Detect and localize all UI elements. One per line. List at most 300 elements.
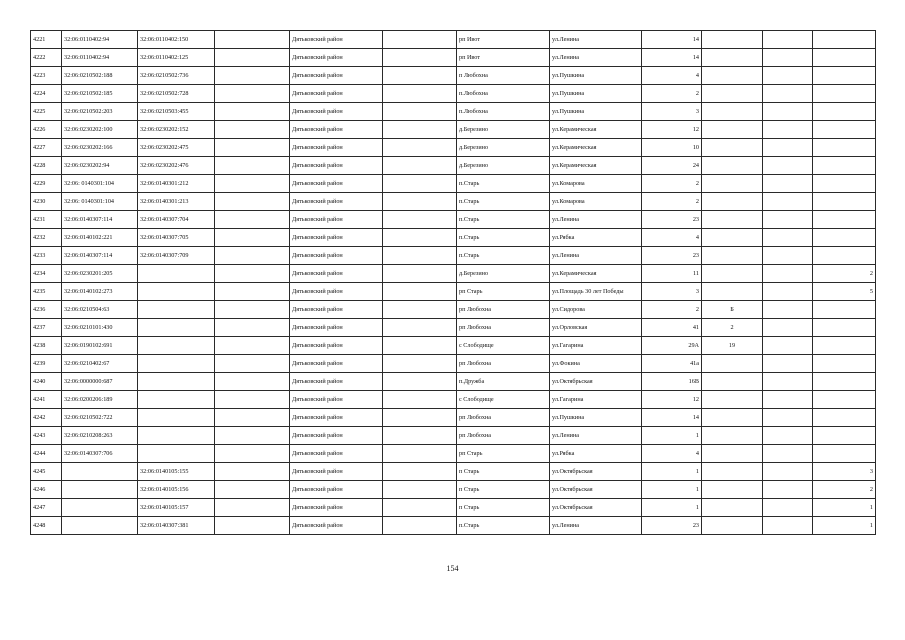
cell-record-number: 4244 <box>31 445 62 463</box>
cell-record-number: 4247 <box>31 499 62 517</box>
cell-empty-col <box>215 409 290 427</box>
table-row <box>31 283 876 301</box>
cell-street: ул.Рябка <box>550 229 642 247</box>
cell-house-number: 23 <box>642 211 702 229</box>
cell-record-number: 4233 <box>31 247 62 265</box>
cell-district: Дятьковский район <box>290 67 383 85</box>
cell-empty-col <box>215 157 290 175</box>
cell-empty-col <box>215 337 290 355</box>
cell-house-number: 4 <box>642 445 702 463</box>
table-row <box>31 355 876 373</box>
cell-cadastral-parcel <box>62 481 138 499</box>
table-row <box>31 67 876 85</box>
cell-cadastral-parcel <box>62 463 138 481</box>
cell-cadastral-object: 32:06:0140307:381 <box>138 517 215 535</box>
cell-settlement: п.Любохна <box>457 85 550 103</box>
cell-settlement: п Старь <box>457 463 550 481</box>
cell-cadastral-parcel: 32:06:0210502:722 <box>62 409 138 427</box>
cell-cadastral-object: 32:06:0210503:455 <box>138 103 215 121</box>
cell-empty-col-2 <box>383 319 457 337</box>
cell-empty-col <box>215 103 290 121</box>
cell-empty-col-2 <box>383 67 457 85</box>
cell-house-number: 2 <box>642 301 702 319</box>
cell-empty-col <box>215 427 290 445</box>
cell-structure <box>763 175 813 193</box>
cell-district: Дятьковский район <box>290 517 383 535</box>
cell-cadastral-parcel: 32:06:0210208:263 <box>62 427 138 445</box>
cell-street: ул.Гагарина <box>550 337 642 355</box>
cell-empty-col <box>215 265 290 283</box>
cell-apartment <box>813 355 876 373</box>
cell-record-number: 4246 <box>31 481 62 499</box>
table-row <box>31 481 876 499</box>
cell-empty-col <box>215 247 290 265</box>
cell-settlement: п.Старь <box>457 175 550 193</box>
cell-empty-col-2 <box>383 481 457 499</box>
cell-cadastral-parcel: 32:06:0000000:687 <box>62 373 138 391</box>
cell-record-number: 4234 <box>31 265 62 283</box>
cell-empty-col-2 <box>383 445 457 463</box>
cell-empty-col-2 <box>383 265 457 283</box>
register-table <box>30 30 876 535</box>
cell-empty-col-2 <box>383 103 457 121</box>
cell-cadastral-object: 32:06:0110402:150 <box>138 31 215 49</box>
cell-street: ул.Гагарина <box>550 391 642 409</box>
cell-cadastral-parcel: 32:06:0140307:114 <box>62 211 138 229</box>
cell-record-number: 4223 <box>31 67 62 85</box>
cell-cadastral-object: 32:06:0140105:157 <box>138 499 215 517</box>
cell-empty-col <box>215 31 290 49</box>
cell-record-number: 4225 <box>31 103 62 121</box>
cell-district: Дятьковский район <box>290 481 383 499</box>
cell-empty-col <box>215 301 290 319</box>
table-row <box>31 409 876 427</box>
cell-structure <box>763 31 813 49</box>
cell-cadastral-parcel: 32:06:0210101:430 <box>62 319 138 337</box>
cell-apartment <box>813 121 876 139</box>
cell-settlement: д.Березино <box>457 121 550 139</box>
cell-street: ул.Керамическая <box>550 157 642 175</box>
cell-cadastral-object <box>138 265 215 283</box>
cell-structure <box>763 463 813 481</box>
cell-building <box>702 427 763 445</box>
cell-building <box>702 445 763 463</box>
cell-building <box>702 229 763 247</box>
cell-empty-col-2 <box>383 139 457 157</box>
cell-cadastral-object: 32:06:0210502:736 <box>138 67 215 85</box>
table-row <box>31 265 876 283</box>
cell-house-number: 12 <box>642 391 702 409</box>
cell-record-number: 4235 <box>31 283 62 301</box>
table-row <box>31 463 876 481</box>
cell-street: ул.Ленина <box>550 427 642 445</box>
cell-structure <box>763 121 813 139</box>
cell-district: Дятьковский район <box>290 175 383 193</box>
cell-street: ул.Керамическая <box>550 265 642 283</box>
cell-empty-col <box>215 139 290 157</box>
cell-empty-col-2 <box>383 229 457 247</box>
cell-structure <box>763 49 813 67</box>
cell-structure <box>763 139 813 157</box>
cell-settlement: рп Старь <box>457 283 550 301</box>
cell-empty-col-2 <box>383 517 457 535</box>
cell-settlement: п Старь <box>457 499 550 517</box>
cell-street: ул.Фокина <box>550 355 642 373</box>
table-row <box>31 85 876 103</box>
cell-empty-col-2 <box>383 301 457 319</box>
cell-house-number: 1 <box>642 481 702 499</box>
cell-cadastral-parcel: 32:06:0230201:205 <box>62 265 138 283</box>
cell-building <box>702 31 763 49</box>
cell-settlement: п.Старь <box>457 247 550 265</box>
cell-empty-col-2 <box>383 31 457 49</box>
cell-house-number: 1 <box>642 463 702 481</box>
cell-record-number: 4224 <box>31 85 62 103</box>
cell-cadastral-parcel: 32:06:0190102:691 <box>62 337 138 355</box>
cell-cadastral-object: 32:06:0140301:213 <box>138 193 215 211</box>
cell-district: Дятьковский район <box>290 337 383 355</box>
cell-building <box>702 247 763 265</box>
cell-settlement: рп Любохна <box>457 301 550 319</box>
cell-building <box>702 409 763 427</box>
cell-house-number: 14 <box>642 409 702 427</box>
cell-empty-col <box>215 85 290 103</box>
cell-apartment <box>813 211 876 229</box>
cell-building <box>702 67 763 85</box>
cell-house-number: 11 <box>642 265 702 283</box>
table-row <box>31 103 876 121</box>
cell-cadastral-object <box>138 301 215 319</box>
cell-cadastral-parcel: 32:06:0140307:114 <box>62 247 138 265</box>
cell-house-number: 24 <box>642 157 702 175</box>
cell-settlement: д.Березино <box>457 157 550 175</box>
cell-record-number: 4230 <box>31 193 62 211</box>
cell-cadastral-parcel: 32:06:0210502:188 <box>62 67 138 85</box>
cell-empty-col-2 <box>383 193 457 211</box>
cell-record-number: 4232 <box>31 229 62 247</box>
cell-district: Дятьковский район <box>290 301 383 319</box>
cell-apartment <box>813 229 876 247</box>
cell-building <box>702 139 763 157</box>
cell-street: ул.Пушкина <box>550 103 642 121</box>
table-row <box>31 193 876 211</box>
cell-empty-col <box>215 499 290 517</box>
cell-cadastral-parcel: 32:06:0230202:166 <box>62 139 138 157</box>
cell-district: Дятьковский район <box>290 193 383 211</box>
cell-apartment <box>813 67 876 85</box>
cell-street: ул.Ленина <box>550 247 642 265</box>
cell-record-number: 4240 <box>31 373 62 391</box>
cell-district: Дятьковский район <box>290 157 383 175</box>
cell-house-number: 1 <box>642 499 702 517</box>
cell-apartment <box>813 427 876 445</box>
cell-building <box>702 85 763 103</box>
cell-empty-col-2 <box>383 211 457 229</box>
cell-building <box>702 265 763 283</box>
cell-cadastral-object <box>138 283 215 301</box>
cell-cadastral-object: 32:06:0110402:125 <box>138 49 215 67</box>
cell-cadastral-parcel: 32:06:0210502:185 <box>62 85 138 103</box>
cell-building <box>702 481 763 499</box>
cell-apartment <box>813 301 876 319</box>
cell-settlement: п Старь <box>457 481 550 499</box>
cell-structure <box>763 283 813 301</box>
cell-structure <box>763 157 813 175</box>
cell-district: Дятьковский район <box>290 283 383 301</box>
cell-cadastral-object: 32:06:0140307:709 <box>138 247 215 265</box>
cell-district: Дятьковский район <box>290 229 383 247</box>
cell-street: ул.Ленина <box>550 211 642 229</box>
cell-settlement: д.Березино <box>457 265 550 283</box>
cell-house-number: 2 <box>642 175 702 193</box>
cell-building <box>702 517 763 535</box>
cell-house-number: 2 <box>642 85 702 103</box>
cell-apartment <box>813 193 876 211</box>
cell-structure <box>763 373 813 391</box>
cell-apartment <box>813 319 876 337</box>
cell-building <box>702 211 763 229</box>
cell-cadastral-parcel <box>62 517 138 535</box>
cell-district: Дятьковский район <box>290 373 383 391</box>
cell-settlement: рп Любохна <box>457 355 550 373</box>
cell-house-number: 14 <box>642 31 702 49</box>
cell-district: Дятьковский район <box>290 463 383 481</box>
table-row <box>31 139 876 157</box>
cell-settlement: с Слободище <box>457 391 550 409</box>
cell-cadastral-object: 32:06:0140105:155 <box>138 463 215 481</box>
cell-structure <box>763 517 813 535</box>
cell-district: Дятьковский район <box>290 391 383 409</box>
cell-record-number: 4231 <box>31 211 62 229</box>
cell-district: Дятьковский район <box>290 499 383 517</box>
table-row <box>31 247 876 265</box>
cell-apartment: 1 <box>813 499 876 517</box>
cell-cadastral-parcel: 32:06:0110402:94 <box>62 31 138 49</box>
cell-settlement: п.Старь <box>457 517 550 535</box>
cell-building <box>702 463 763 481</box>
cell-house-number: 10 <box>642 139 702 157</box>
cell-house-number: 4 <box>642 67 702 85</box>
table-row <box>31 319 876 337</box>
cell-apartment <box>813 49 876 67</box>
cell-cadastral-object <box>138 391 215 409</box>
cell-record-number: 4222 <box>31 49 62 67</box>
cell-structure <box>763 427 813 445</box>
cell-empty-col-2 <box>383 49 457 67</box>
cell-building <box>702 49 763 67</box>
cell-empty-col <box>215 481 290 499</box>
cell-street: ул.Керамическая <box>550 121 642 139</box>
cell-house-number: 29А <box>642 337 702 355</box>
cell-structure <box>763 337 813 355</box>
cell-street: ул.Рябка <box>550 445 642 463</box>
cell-record-number: 4221 <box>31 31 62 49</box>
cell-street: ул.Октябрьская <box>550 463 642 481</box>
cell-apartment: 2 <box>813 265 876 283</box>
cell-district: Дятьковский район <box>290 445 383 463</box>
cell-settlement: п.Старь <box>457 229 550 247</box>
cell-record-number: 4237 <box>31 319 62 337</box>
cell-empty-col <box>215 229 290 247</box>
cell-cadastral-object: 32:06:0230202:475 <box>138 139 215 157</box>
cell-settlement: с Слободище <box>457 337 550 355</box>
cell-record-number: 4226 <box>31 121 62 139</box>
cell-cadastral-object <box>138 337 215 355</box>
cell-empty-col <box>215 391 290 409</box>
cell-empty-col-2 <box>383 175 457 193</box>
cell-empty-col-2 <box>383 463 457 481</box>
cell-building <box>702 373 763 391</box>
cell-cadastral-object <box>138 319 215 337</box>
cell-house-number: 41а <box>642 355 702 373</box>
cell-empty-col-2 <box>383 337 457 355</box>
cell-empty-col <box>215 283 290 301</box>
cell-apartment: 3 <box>813 463 876 481</box>
cell-apartment: 2 <box>813 481 876 499</box>
cell-district: Дятьковский район <box>290 247 383 265</box>
cell-cadastral-object <box>138 427 215 445</box>
cell-record-number: 4239 <box>31 355 62 373</box>
cell-empty-col-2 <box>383 409 457 427</box>
table-row <box>31 229 876 247</box>
cell-empty-col-2 <box>383 157 457 175</box>
cell-building <box>702 175 763 193</box>
cell-district: Дятьковский район <box>290 139 383 157</box>
cell-record-number: 4243 <box>31 427 62 445</box>
cell-house-number: 14 <box>642 49 702 67</box>
cell-house-number: 4 <box>642 229 702 247</box>
cell-street: ул.Октябрьская <box>550 481 642 499</box>
cell-structure <box>763 85 813 103</box>
cell-house-number: 23 <box>642 247 702 265</box>
cell-cadastral-parcel: 32:06:0210504:63 <box>62 301 138 319</box>
cell-empty-col-2 <box>383 391 457 409</box>
cell-settlement: рп Старь <box>457 445 550 463</box>
cell-structure <box>763 211 813 229</box>
cell-cadastral-parcel: 32:06: 0140301:104 <box>62 193 138 211</box>
cell-settlement: п.Дружба <box>457 373 550 391</box>
cell-record-number: 4242 <box>31 409 62 427</box>
cell-structure <box>763 409 813 427</box>
table-row <box>31 31 876 49</box>
cell-empty-col <box>215 193 290 211</box>
cell-settlement: п.Старь <box>457 211 550 229</box>
cell-structure <box>763 67 813 85</box>
cell-empty-col-2 <box>383 121 457 139</box>
cell-cadastral-object <box>138 373 215 391</box>
cell-cadastral-object: 32:06:0140307:705 <box>138 229 215 247</box>
cell-record-number: 4248 <box>31 517 62 535</box>
cell-cadastral-object: 32:06:0140105:156 <box>138 481 215 499</box>
cell-record-number: 4241 <box>31 391 62 409</box>
cell-building <box>702 121 763 139</box>
cell-district: Дятьковский район <box>290 31 383 49</box>
cell-building <box>702 103 763 121</box>
cell-house-number: 41 <box>642 319 702 337</box>
table-row <box>31 211 876 229</box>
cell-empty-col <box>215 355 290 373</box>
cell-cadastral-object: 32:06:0230202:152 <box>138 121 215 139</box>
cell-apartment <box>813 31 876 49</box>
cell-street: ул.Пушкина <box>550 409 642 427</box>
table-row <box>31 391 876 409</box>
cell-empty-col <box>215 319 290 337</box>
cell-district: Дятьковский район <box>290 49 383 67</box>
cell-cadastral-object: 32:06:0140301:212 <box>138 175 215 193</box>
table-row <box>31 157 876 175</box>
cell-empty-col <box>215 121 290 139</box>
cell-empty-col-2 <box>383 355 457 373</box>
cell-settlement: рп Любохна <box>457 409 550 427</box>
cell-cadastral-object: 32:06:0140307:704 <box>138 211 215 229</box>
cell-cadastral-parcel: 32:06:0230202:94 <box>62 157 138 175</box>
cell-cadastral-parcel: 32:06:0230202:100 <box>62 121 138 139</box>
cell-house-number: 3 <box>642 103 702 121</box>
cell-cadastral-parcel: 32:06:0140102:221 <box>62 229 138 247</box>
cell-empty-col-2 <box>383 85 457 103</box>
cell-structure <box>763 445 813 463</box>
cell-district: Дятьковский район <box>290 427 383 445</box>
cell-settlement: рп Ивот <box>457 49 550 67</box>
cell-house-number: 16В <box>642 373 702 391</box>
table-row <box>31 121 876 139</box>
cell-building: Б <box>702 301 763 319</box>
cell-district: Дятьковский район <box>290 409 383 427</box>
cell-district: Дятьковский район <box>290 319 383 337</box>
cell-settlement: рп Любохна <box>457 319 550 337</box>
cell-apartment <box>813 247 876 265</box>
table-row <box>31 499 876 517</box>
cell-house-number: 23 <box>642 517 702 535</box>
cell-street: ул.Пушкина <box>550 67 642 85</box>
cell-record-number: 4238 <box>31 337 62 355</box>
cell-building <box>702 499 763 517</box>
table-row <box>31 517 876 535</box>
cell-empty-col <box>215 211 290 229</box>
cell-settlement: п.Старь <box>457 193 550 211</box>
cell-house-number: 3 <box>642 283 702 301</box>
cell-record-number: 4228 <box>31 157 62 175</box>
cell-apartment <box>813 391 876 409</box>
cell-district: Дятьковский район <box>290 121 383 139</box>
cell-apartment: 1 <box>813 517 876 535</box>
cell-building: 2 <box>702 319 763 337</box>
cell-street: ул.Октябрьская <box>550 499 642 517</box>
cell-cadastral-object <box>138 445 215 463</box>
cell-street: ул.Пушкина <box>550 85 642 103</box>
cell-structure <box>763 319 813 337</box>
cell-settlement: п.Любохна <box>457 103 550 121</box>
cell-cadastral-parcel: 32:06:0140307:706 <box>62 445 138 463</box>
cell-empty-col <box>215 463 290 481</box>
cell-apartment <box>813 157 876 175</box>
cell-district: Дятьковский район <box>290 85 383 103</box>
cell-apartment <box>813 373 876 391</box>
cell-street: ул.Ленина <box>550 31 642 49</box>
cell-empty-col-2 <box>383 247 457 265</box>
table-row <box>31 445 876 463</box>
cell-record-number: 4236 <box>31 301 62 319</box>
cell-structure <box>763 103 813 121</box>
cell-street: ул.Орловская <box>550 319 642 337</box>
cell-settlement: п Любохна <box>457 67 550 85</box>
cell-apartment: 5 <box>813 283 876 301</box>
cell-empty-col <box>215 175 290 193</box>
cell-street: ул.Сидорова <box>550 301 642 319</box>
cell-apartment <box>813 175 876 193</box>
cell-apartment <box>813 85 876 103</box>
cell-structure <box>763 229 813 247</box>
